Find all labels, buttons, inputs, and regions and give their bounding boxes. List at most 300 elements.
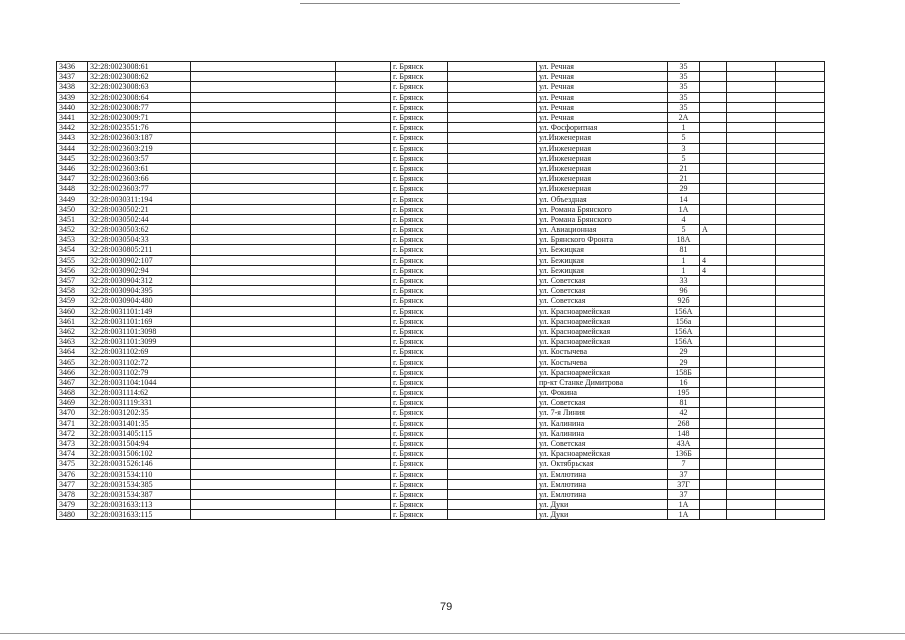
empty-cell <box>448 388 537 398</box>
city-cell: г. Брянск <box>391 326 448 336</box>
empty-cell <box>776 489 825 499</box>
cadastral-number-cell: 32:28:0030902:107 <box>88 255 191 265</box>
empty-cell <box>776 225 825 235</box>
city-cell: г. Брянск <box>391 510 448 520</box>
empty-cell <box>727 367 776 377</box>
city-cell: г. Брянск <box>391 214 448 224</box>
empty-cell <box>336 225 391 235</box>
empty-cell <box>727 500 776 510</box>
empty-cell <box>191 479 336 489</box>
house-number-cell: 35 <box>668 62 700 72</box>
empty-cell <box>776 235 825 245</box>
city-cell: г. Брянск <box>391 153 448 163</box>
empty-cell <box>191 377 336 387</box>
building-cell <box>700 72 727 82</box>
street-cell: ул.Инженерная <box>537 174 668 184</box>
empty-cell <box>776 438 825 448</box>
empty-cell <box>776 337 825 347</box>
table-row <box>57 479 825 489</box>
empty-cell <box>448 337 537 347</box>
city-cell: г. Брянск <box>391 489 448 499</box>
table-row <box>57 500 825 510</box>
empty-cell <box>448 326 537 336</box>
empty-cell <box>448 316 537 326</box>
cadastral-number-cell: 32:28:0023603:219 <box>88 143 191 153</box>
empty-cell <box>727 469 776 479</box>
empty-cell <box>448 275 537 285</box>
empty-cell <box>336 479 391 489</box>
building-cell <box>700 123 727 133</box>
table-row <box>57 72 825 82</box>
row-number-cell: 3452 <box>57 225 88 235</box>
building-cell: А <box>700 225 727 235</box>
street-cell: ул. Емлютина <box>537 469 668 479</box>
street-cell: ул. Фокина <box>537 388 668 398</box>
city-cell: г. Брянск <box>391 245 448 255</box>
empty-cell <box>776 133 825 143</box>
street-cell: ул. Советская <box>537 438 668 448</box>
empty-cell <box>776 418 825 428</box>
empty-cell <box>191 367 336 377</box>
empty-cell <box>191 204 336 214</box>
empty-cell <box>727 347 776 357</box>
table-row <box>57 225 825 235</box>
empty-cell <box>448 174 537 184</box>
row-number-cell: 3446 <box>57 163 88 173</box>
top-rule <box>300 3 680 4</box>
house-number-cell: 136Б <box>668 449 700 459</box>
cadastral-number-cell: 32:28:0031633:115 <box>88 510 191 520</box>
empty-cell <box>448 367 537 377</box>
cadastral-number-cell: 32:28:0030902:94 <box>88 265 191 275</box>
house-number-cell: 35 <box>668 72 700 82</box>
cadastral-number-cell: 32:28:0031102:72 <box>88 357 191 367</box>
empty-cell <box>727 489 776 499</box>
city-cell: г. Брянск <box>391 408 448 418</box>
cadastral-number-cell: 32:28:0031101:149 <box>88 306 191 316</box>
row-number-cell: 3454 <box>57 245 88 255</box>
cadastral-number-cell: 32:28:0030502:44 <box>88 214 191 224</box>
empty-cell <box>448 235 537 245</box>
empty-cell <box>776 408 825 418</box>
row-number-cell: 3478 <box>57 489 88 499</box>
empty-cell <box>448 72 537 82</box>
empty-cell <box>336 428 391 438</box>
empty-cell <box>776 479 825 489</box>
row-number-cell: 3445 <box>57 153 88 163</box>
cadastral-number-cell: 32:28:0031504:94 <box>88 438 191 448</box>
empty-cell <box>448 438 537 448</box>
cadastral-number-cell: 32:28:0023603:187 <box>88 133 191 143</box>
empty-cell <box>727 123 776 133</box>
city-cell: г. Брянск <box>391 123 448 133</box>
city-cell: г. Брянск <box>391 296 448 306</box>
empty-cell <box>448 153 537 163</box>
building-cell <box>700 438 727 448</box>
empty-cell <box>727 184 776 194</box>
empty-cell <box>727 225 776 235</box>
row-number-cell: 3473 <box>57 438 88 448</box>
street-cell: ул. Объездная <box>537 194 668 204</box>
house-number-cell: 37 <box>668 489 700 499</box>
row-number-cell: 3449 <box>57 194 88 204</box>
empty-cell <box>448 92 537 102</box>
cadastral-number-cell: 32:28:0031104:1044 <box>88 377 191 387</box>
building-cell <box>700 245 727 255</box>
empty-cell <box>776 398 825 408</box>
cadastral-number-cell: 32:28:0031405:115 <box>88 428 191 438</box>
table-row <box>57 357 825 367</box>
empty-cell <box>191 306 336 316</box>
empty-cell <box>336 214 391 224</box>
house-number-cell: 5 <box>668 225 700 235</box>
building-cell <box>700 469 727 479</box>
street-cell: ул. Красноармейская <box>537 337 668 347</box>
city-cell: г. Брянск <box>391 235 448 245</box>
city-cell: г. Брянск <box>391 418 448 428</box>
empty-cell <box>191 275 336 285</box>
house-number-cell: 1А <box>668 510 700 520</box>
empty-cell <box>727 82 776 92</box>
table-row <box>57 428 825 438</box>
empty-cell <box>727 510 776 520</box>
house-number-cell: 42 <box>668 408 700 418</box>
empty-cell <box>727 286 776 296</box>
row-number-cell: 3464 <box>57 347 88 357</box>
house-number-cell: 4 <box>668 214 700 224</box>
building-cell <box>700 235 727 245</box>
empty-cell <box>191 82 336 92</box>
row-number-cell: 3477 <box>57 479 88 489</box>
empty-cell <box>336 92 391 102</box>
empty-cell <box>448 428 537 438</box>
empty-cell <box>448 102 537 112</box>
row-number-cell: 3468 <box>57 388 88 398</box>
house-number-cell: 35 <box>668 82 700 92</box>
table-row <box>57 123 825 133</box>
empty-cell <box>191 245 336 255</box>
empty-cell <box>336 347 391 357</box>
empty-cell <box>448 194 537 204</box>
city-cell: г. Брянск <box>391 143 448 153</box>
house-number-cell: 156А <box>668 337 700 347</box>
row-number-cell: 3440 <box>57 102 88 112</box>
table-row <box>57 449 825 459</box>
empty-cell <box>191 184 336 194</box>
building-cell <box>700 459 727 469</box>
table-row <box>57 398 825 408</box>
empty-cell <box>727 102 776 112</box>
house-number-cell: 21 <box>668 174 700 184</box>
city-cell: г. Брянск <box>391 388 448 398</box>
cadastral-number-cell: 32:28:0030503:62 <box>88 225 191 235</box>
building-cell <box>700 204 727 214</box>
empty-cell <box>448 143 537 153</box>
house-number-cell: 5 <box>668 153 700 163</box>
street-cell: ул. Романа Брянского <box>537 214 668 224</box>
empty-cell <box>776 245 825 255</box>
empty-cell <box>336 449 391 459</box>
empty-cell <box>191 500 336 510</box>
table-row <box>57 174 825 184</box>
house-number-cell: 1 <box>668 255 700 265</box>
empty-cell <box>336 408 391 418</box>
empty-cell <box>727 479 776 489</box>
house-number-cell: 29 <box>668 357 700 367</box>
row-number-cell: 3470 <box>57 408 88 418</box>
empty-cell <box>776 174 825 184</box>
empty-cell <box>776 194 825 204</box>
row-number-cell: 3462 <box>57 326 88 336</box>
building-cell <box>700 153 727 163</box>
row-number-cell: 3460 <box>57 306 88 316</box>
street-cell: ул. Речная <box>537 62 668 72</box>
table-row <box>57 112 825 122</box>
empty-cell <box>776 72 825 82</box>
empty-cell <box>191 255 336 265</box>
empty-cell <box>776 123 825 133</box>
table-row <box>57 377 825 387</box>
street-cell: ул. Советская <box>537 296 668 306</box>
cadastral-number-cell: 32:28:0030504:33 <box>88 235 191 245</box>
empty-cell <box>336 245 391 255</box>
street-cell: ул. Дуки <box>537 510 668 520</box>
city-cell: г. Брянск <box>391 459 448 469</box>
empty-cell <box>727 428 776 438</box>
empty-cell <box>191 357 336 367</box>
building-cell <box>700 337 727 347</box>
street-cell: ул. Красноармейская <box>537 326 668 336</box>
street-cell: ул. 7-я Линия <box>537 408 668 418</box>
empty-cell <box>191 438 336 448</box>
table-row <box>57 265 825 275</box>
row-number-cell: 3441 <box>57 112 88 122</box>
house-number-cell: 14 <box>668 194 700 204</box>
empty-cell <box>448 377 537 387</box>
cadastral-number-cell: 32:28:0031534:110 <box>88 469 191 479</box>
table-row <box>57 418 825 428</box>
empty-cell <box>191 510 336 520</box>
house-number-cell: 268 <box>668 418 700 428</box>
table-row <box>57 214 825 224</box>
cadastral-number-cell: 32:28:0023008:62 <box>88 72 191 82</box>
empty-cell <box>336 296 391 306</box>
street-cell: ул. Советская <box>537 286 668 296</box>
house-number-cell: 156а <box>668 316 700 326</box>
row-number-cell: 3471 <box>57 418 88 428</box>
empty-cell <box>336 153 391 163</box>
empty-cell <box>727 357 776 367</box>
table-row <box>57 388 825 398</box>
table-row <box>57 337 825 347</box>
empty-cell <box>336 82 391 92</box>
table-row <box>57 184 825 194</box>
empty-cell <box>727 438 776 448</box>
empty-cell <box>727 275 776 285</box>
house-number-cell: 1А <box>668 500 700 510</box>
row-number-cell: 3448 <box>57 184 88 194</box>
empty-cell <box>776 347 825 357</box>
house-number-cell: 2А <box>668 112 700 122</box>
street-cell: ул. Костычева <box>537 357 668 367</box>
street-cell: ул.Инженерная <box>537 133 668 143</box>
empty-cell <box>727 174 776 184</box>
registry-table <box>56 61 825 520</box>
cadastral-number-cell: 32:28:0031114:62 <box>88 388 191 398</box>
empty-cell <box>776 377 825 387</box>
city-cell: г. Брянск <box>391 306 448 316</box>
house-number-cell: 1А <box>668 204 700 214</box>
row-number-cell: 3463 <box>57 337 88 347</box>
table-row <box>57 194 825 204</box>
row-number-cell: 3472 <box>57 428 88 438</box>
house-number-cell: 21 <box>668 163 700 173</box>
building-cell <box>700 184 727 194</box>
cadastral-number-cell: 32:28:0030904:480 <box>88 296 191 306</box>
empty-cell <box>336 194 391 204</box>
empty-cell <box>336 388 391 398</box>
building-cell <box>700 428 727 438</box>
empty-cell <box>727 112 776 122</box>
street-cell: ул. Речная <box>537 82 668 92</box>
city-cell: г. Брянск <box>391 102 448 112</box>
empty-cell <box>727 265 776 275</box>
city-cell: г. Брянск <box>391 500 448 510</box>
table-row <box>57 245 825 255</box>
row-number-cell: 3447 <box>57 174 88 184</box>
table-row <box>57 143 825 153</box>
city-cell: г. Брянск <box>391 174 448 184</box>
cadastral-number-cell: 32:28:0023008:77 <box>88 102 191 112</box>
empty-cell <box>191 194 336 204</box>
city-cell: г. Брянск <box>391 72 448 82</box>
street-cell: ул.Инженерная <box>537 153 668 163</box>
empty-cell <box>336 235 391 245</box>
building-cell <box>700 286 727 296</box>
row-number-cell: 3442 <box>57 123 88 133</box>
city-cell: г. Брянск <box>391 204 448 214</box>
row-number-cell: 3436 <box>57 62 88 72</box>
table-row <box>57 408 825 418</box>
street-cell: ул. Советская <box>537 275 668 285</box>
empty-cell <box>727 408 776 418</box>
empty-cell <box>336 377 391 387</box>
table-row <box>57 286 825 296</box>
table-row <box>57 153 825 163</box>
city-cell: г. Брянск <box>391 133 448 143</box>
table-row <box>57 82 825 92</box>
empty-cell <box>336 255 391 265</box>
empty-cell <box>448 245 537 255</box>
empty-cell <box>191 388 336 398</box>
empty-cell <box>448 449 537 459</box>
house-number-cell: 81 <box>668 245 700 255</box>
row-number-cell: 3466 <box>57 367 88 377</box>
house-number-cell: 7 <box>668 459 700 469</box>
empty-cell <box>191 489 336 499</box>
building-cell <box>700 326 727 336</box>
empty-cell <box>776 428 825 438</box>
cadastral-number-cell: 32:28:0031202:35 <box>88 408 191 418</box>
empty-cell <box>448 133 537 143</box>
city-cell: г. Брянск <box>391 62 448 72</box>
city-cell: г. Брянск <box>391 286 448 296</box>
empty-cell <box>336 72 391 82</box>
empty-cell <box>776 388 825 398</box>
empty-cell <box>191 469 336 479</box>
street-cell: ул. Речная <box>537 92 668 102</box>
table-row <box>57 62 825 72</box>
empty-cell <box>776 459 825 469</box>
city-cell: г. Брянск <box>391 449 448 459</box>
city-cell: г. Брянск <box>391 377 448 387</box>
table-row <box>57 326 825 336</box>
empty-cell <box>448 459 537 469</box>
row-number-cell: 3444 <box>57 143 88 153</box>
street-cell: ул. Дуки <box>537 500 668 510</box>
cadastral-number-cell: 32:28:0030311:194 <box>88 194 191 204</box>
empty-cell <box>191 102 336 112</box>
empty-cell <box>448 357 537 367</box>
empty-cell <box>191 163 336 173</box>
empty-cell <box>727 62 776 72</box>
cadastral-number-cell: 32:28:0023603:66 <box>88 174 191 184</box>
empty-cell <box>336 367 391 377</box>
empty-cell <box>727 418 776 428</box>
empty-cell <box>448 306 537 316</box>
empty-cell <box>191 286 336 296</box>
empty-cell <box>336 204 391 214</box>
empty-cell <box>336 275 391 285</box>
house-number-cell: 5 <box>668 133 700 143</box>
table-row <box>57 296 825 306</box>
house-number-cell: 35 <box>668 92 700 102</box>
empty-cell <box>191 265 336 275</box>
city-cell: г. Брянск <box>391 163 448 173</box>
city-cell: г. Брянск <box>391 316 448 326</box>
row-number-cell: 3458 <box>57 286 88 296</box>
table-row <box>57 469 825 479</box>
cadastral-number-cell: 32:28:0031101:169 <box>88 316 191 326</box>
building-cell <box>700 449 727 459</box>
building-cell: 4 <box>700 255 727 265</box>
building-cell <box>700 163 727 173</box>
empty-cell <box>776 62 825 72</box>
empty-cell <box>336 133 391 143</box>
empty-cell <box>727 306 776 316</box>
empty-cell <box>336 469 391 479</box>
empty-cell <box>776 510 825 520</box>
row-number-cell: 3480 <box>57 510 88 520</box>
empty-cell <box>776 184 825 194</box>
row-number-cell: 3476 <box>57 469 88 479</box>
empty-cell <box>191 326 336 336</box>
page-number: 79 <box>440 601 453 613</box>
cadastral-number-cell: 32:28:0031633:113 <box>88 500 191 510</box>
empty-cell <box>448 479 537 489</box>
cadastral-number-cell: 32:28:0023603:77 <box>88 184 191 194</box>
cadastral-number-cell: 32:28:0031506:102 <box>88 449 191 459</box>
building-cell <box>700 194 727 204</box>
table-row <box>57 133 825 143</box>
street-cell: ул. Калинина <box>537 418 668 428</box>
empty-cell <box>336 438 391 448</box>
building-cell <box>700 398 727 408</box>
street-cell: ул. Красноармейская <box>537 449 668 459</box>
table-row <box>57 459 825 469</box>
empty-cell <box>336 510 391 520</box>
empty-cell <box>336 112 391 122</box>
